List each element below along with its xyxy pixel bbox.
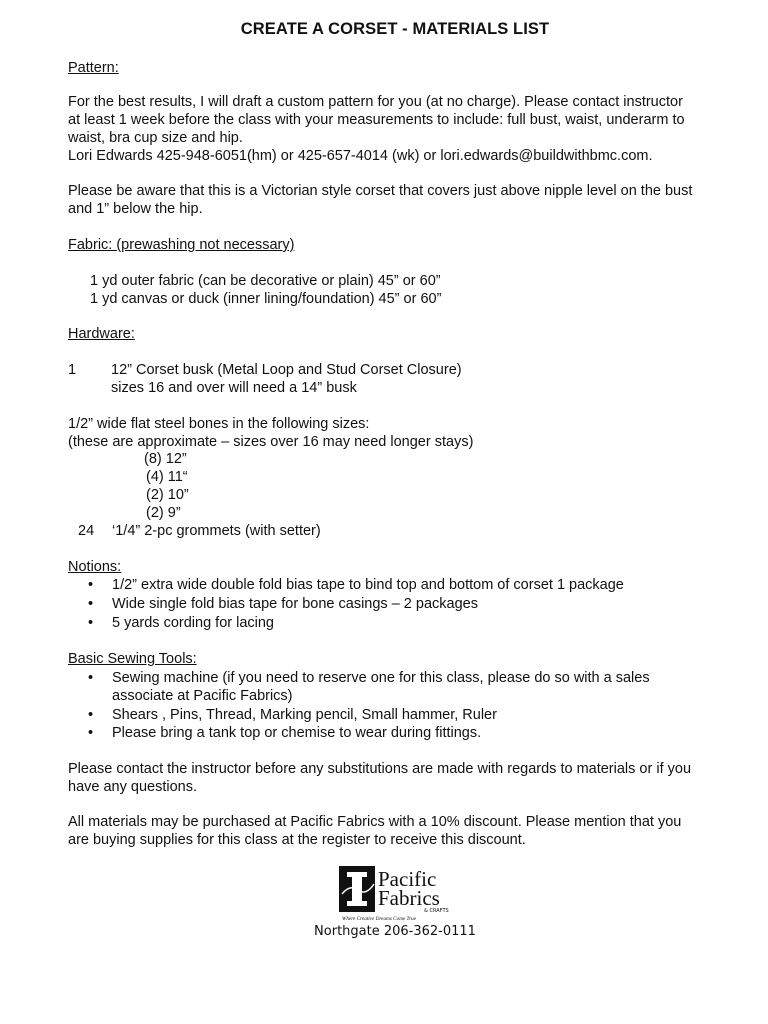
tool-text: Please bring a tank top or chemise to wear during fittings. <box>112 725 482 741</box>
busk-quantity: 1 <box>68 362 77 378</box>
spool-icon <box>339 866 375 912</box>
contact-line: Please contact the instructor before any substitutions are made with regards to materials or if you <box>68 761 692 777</box>
bones-intro: 1/2” wide flat steel bones in the following sizes: <box>68 416 370 432</box>
bone-size: (2) 10” <box>146 487 189 503</box>
notion-text: 5 yards cording for lacing <box>112 615 274 631</box>
discount-line: All materials may be purchased at Pacific Fabrics with a 10% discount. Please mention that you <box>68 814 682 830</box>
instructor-contact: Lori Edwards 425-948-6051(hm) or 425-657-4014 (wk) or lori.edwards@buildwithbmc.com. <box>68 148 653 164</box>
bullet: • <box>88 670 94 686</box>
pattern-text-line: at least 1 week before the class with your measurements to include: full bust, waist, underarm to <box>68 112 685 128</box>
bullet: • <box>88 577 94 593</box>
busk-item: 12” Corset busk (Metal Loop and Stud Corset Closure) <box>111 362 462 378</box>
store-phone: Northgate 206-362-0111 <box>314 924 476 939</box>
notions-heading: Notions: <box>68 559 122 575</box>
bullet: • <box>88 615 94 631</box>
busk-note: sizes 16 and over will need a 14” busk <box>111 380 357 396</box>
fabric-item: 1 yd outer fabric (can be decorative or plain) 45” or 60” <box>90 273 441 289</box>
pattern-text-line: waist, bra cup size and hip. <box>68 130 243 146</box>
notice-line: Please be aware that this is a Victorian style corset that covers just above nipple level on the bust <box>68 183 693 199</box>
pattern-heading: Pattern: <box>68 60 119 76</box>
bullet: • <box>88 707 94 723</box>
pacific-fabrics-logo <box>338 864 458 924</box>
tools-heading: Basic Sewing Tools: <box>68 651 197 667</box>
tool-text: Shears , Pins, Thread, Marking pencil, Small hammer, Ruler <box>112 707 497 723</box>
grommets-quantity: 24 <box>78 523 95 539</box>
fabric-heading: Fabric: (prewashing not necessary) <box>68 237 295 253</box>
logo-line-2: Fabrics <box>378 886 440 910</box>
document-title: CREATE A CORSET - MATERIALS LIST <box>240 20 550 38</box>
bones-note: (these are approximate – sizes over 16 may need longer stays) <box>68 434 474 450</box>
tool-text: Sewing machine (if you need to reserve one for this class, please do so with a sales <box>112 670 650 686</box>
hardware-heading: Hardware: <box>68 326 135 342</box>
bullet: • <box>88 596 94 612</box>
bullet: • <box>88 725 94 741</box>
logo-line-1: Pacific <box>378 867 437 891</box>
bone-size: (8) 12” <box>144 451 187 467</box>
notice-line: and 1” below the hip. <box>68 201 203 217</box>
grommets-item: ‘1/4” 2-pc grommets (with setter) <box>112 523 321 539</box>
fabric-item: 1 yd canvas or duck (inner lining/foundation) 45” or 60” <box>90 291 442 307</box>
logo-line-3: & CRAFTS <box>424 908 449 914</box>
tool-text-continued: associate at Pacific Fabrics) <box>112 688 293 704</box>
bone-size: (2) 9” <box>146 505 181 521</box>
discount-line: are buying supplies for this class at the register to receive this discount. <box>68 832 526 848</box>
logo-tagline: Where Creative Dreams Come True <box>342 916 417 922</box>
notion-text: 1/2” extra wide double fold bias tape to bind top and bottom of corset 1 package <box>112 577 624 593</box>
bone-size: (4) 11“ <box>146 469 188 485</box>
pattern-text-line: For the best results, I will draft a custom pattern for you (at no charge). Please contact instructor <box>68 94 683 110</box>
notion-text: Wide single fold bias tape for bone casings – 2 packages <box>112 596 478 612</box>
contact-line: have any questions. <box>68 779 197 795</box>
